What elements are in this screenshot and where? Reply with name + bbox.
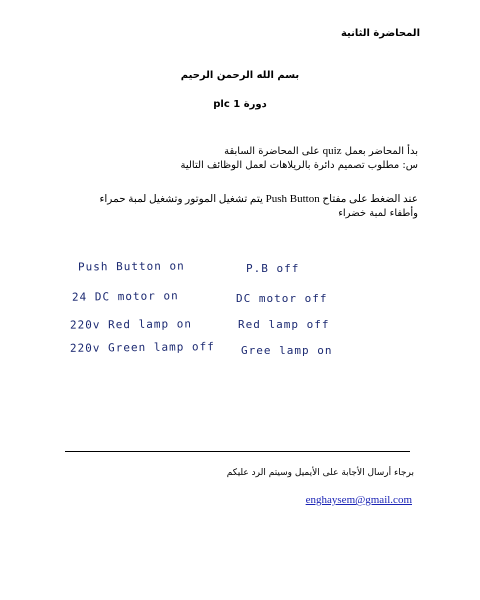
task-line-1-prefix: عند الضغط على مفتاح bbox=[322, 194, 418, 205]
task-line-2: وأطفاء لمبة خضراء bbox=[338, 208, 418, 219]
handwritten-state-right: Red lamp off bbox=[238, 318, 330, 331]
task-line-1-suffix: يتم تشغيل الموتور وتشغيل لمبة حمراء bbox=[99, 194, 263, 205]
course-title: دورة plc 1 bbox=[213, 99, 267, 110]
handwritten-state-right: P.B off bbox=[246, 262, 300, 275]
footer-note: برجاء أرسال الأجابة على الأيميل وسيتم الرد عليكم bbox=[226, 468, 414, 478]
intro-line-2: س: مطلوب تصميم دائرة بالريلاهات لعمل الوظائف التالية bbox=[180, 160, 418, 171]
handwritten-state-left: 220v Green lamp off bbox=[69, 340, 215, 355]
intro-line-1 bbox=[224, 145, 418, 158]
handwritten-state-right: DC motor off bbox=[236, 292, 328, 305]
handwritten-state-left: 220v Red lamp on bbox=[69, 317, 193, 332]
intro-quiz-term: quiz bbox=[322, 145, 342, 157]
handwritten-state-left: Push Button on bbox=[77, 259, 185, 274]
handwritten-state-left: 24 DC motor on bbox=[71, 289, 179, 304]
basmala-heading: بسم الله الرحمن الرحيم bbox=[180, 70, 300, 81]
intro-line-1-prefix: بدأ المحاضر بعمل bbox=[344, 146, 418, 157]
email-link[interactable]: enghaysem@gmail.com bbox=[305, 494, 412, 506]
intro-line-1-suffix: على المحاضرة السابقة bbox=[224, 146, 320, 157]
footer-divider bbox=[65, 451, 410, 452]
task-line-1 bbox=[99, 193, 418, 206]
lecture-title: المحاضرة الثانية bbox=[340, 28, 420, 39]
task-push-button-term: Push Button bbox=[265, 193, 320, 205]
handwritten-state-right: Gree lamp on bbox=[241, 344, 333, 357]
